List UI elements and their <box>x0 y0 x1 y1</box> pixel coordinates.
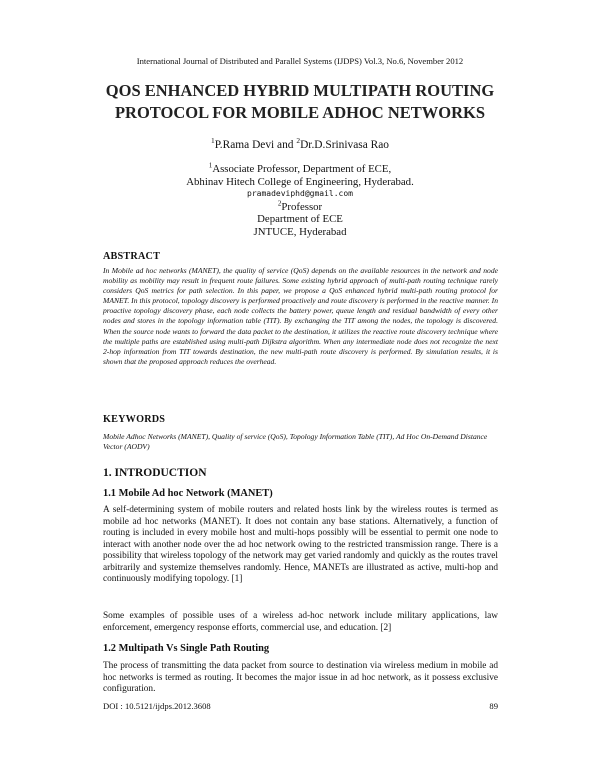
journal-header: International Journal of Distributed and Parallel Systems (IJDPS) Vol.3, No.6, November 2012 <box>136 56 464 66</box>
author2-superscript: 2 <box>296 136 301 146</box>
subsection-multipath-heading: 1.2 Multipath Vs Single Path Routing <box>103 643 270 654</box>
author-list <box>0 136 600 151</box>
author1-name: P.Rama Devi and <box>214 139 297 151</box>
multipath-paragraph-1: The process of transmitting the data packet from source to destination via wireless medium in mobile ad hoc networks is termed as routing. It becomes the major issue in ad hoc network, as it possess exclusive configuration. <box>103 661 498 694</box>
subsection-manet-heading: 1.1 Mobile Ad hoc Network (MANET) <box>103 488 273 499</box>
author-email: pramadeviphd@gmail.com <box>247 189 353 198</box>
affiliation1-superscript: 1 <box>208 161 213 170</box>
keywords-text: Mobile Adhoc Networks (MANET), Quality of service (QoS), Topology Information Table (TIT), Ad Hoc On-Demand Distance Vector (AODV) <box>103 432 488 452</box>
affiliations <box>0 163 600 238</box>
section-introduction-heading: 1. INTRODUCTION <box>103 467 207 479</box>
title-line-2: PROTOCOL FOR MOBILE ADHOC NETWORKS <box>114 103 486 122</box>
manet-paragraph-1: A self-determining system of mobile routers and related hosts link by the wireless routes is termed as mobile ad hoc networks (MANET). It does not contain any base stations. Alternatively, a function of routing is included in every mobile host and multi-hops possibly will be essential to permit one node to interact with another node over the ad hoc network owing to the restricted transmission range. There is a possibility that wireless topology of the network may get varied randomly and quickly as the routes travel arbitrarily and systemize themselves randomly. Hence, MANETs are illustrated as active, multi-hop and continuously modifying topology. [1] <box>103 505 498 584</box>
title-line-1: QOS ENHANCED HYBRID MULTIPATH ROUTING <box>105 81 495 100</box>
affiliation2-line3: JNTUCE, Hyderabad <box>253 225 347 238</box>
affiliation2-superscript: 2 <box>277 198 282 207</box>
paper-title <box>0 80 600 124</box>
keywords-heading: KEYWORDS <box>103 414 166 425</box>
affiliation1-line1: $^1$Associate Professor, Department of ECE, <box>208 161 392 175</box>
footer-doi: DOI : 10.5121/ijdps.2012.3608 <box>103 701 211 711</box>
author1-superscript: 1 <box>211 136 215 146</box>
author2-name: Dr.D.Srinivasa Rao <box>300 139 389 151</box>
affiliation2-line2: Department of ECE <box>257 213 343 225</box>
abstract-text: In Mobile ad hoc networks (MANET), the quality of service (QoS) depends on the available resources in the network and node mobility as mobility may result in frequent route failures. Some existing hybrid approach of multi-path routing technique rarely considers QoS metrics for path selection. In this paper, we propose a QoS enhanced hybrid multi-path routing protocol for MANET. In this protocol, topology discovery is performed proactively and route discovery is performed in the reactive manner. In proactive topology discovery phase, each node collects the battery power, queue length and residual bandwidth of every other nodes and stores in the topology information table (TIT). By exchanging the TIT among the nodes, the topology is discovered. When the source node wants to forward the data packet to the destination, it utilizes the reactive route discovery technique where the multiple paths are established using multi-path Dijkstra algorithm. When any intermediate node does not recognize the next 2-hop information from TIT towards destination, the new multi-path route discovery is performed. By simulation results, it is shown that the proposed approach reduces the overhead. <box>103 266 498 366</box>
footer-page-number: 89 <box>489 701 498 711</box>
abstract-heading: ABSTRACT <box>103 251 161 262</box>
affiliation1-line2: Abhinav Hitech College of Engineering, Hyderabad. <box>186 175 414 188</box>
manet-paragraph-2: Some examples of possible uses of a wireless ad-hoc network include military applications, law enforcement, emergency response efforts, commercial use, and education. [2] <box>103 611 498 633</box>
affiliation2-line1: $^2$Professor <box>277 198 323 213</box>
